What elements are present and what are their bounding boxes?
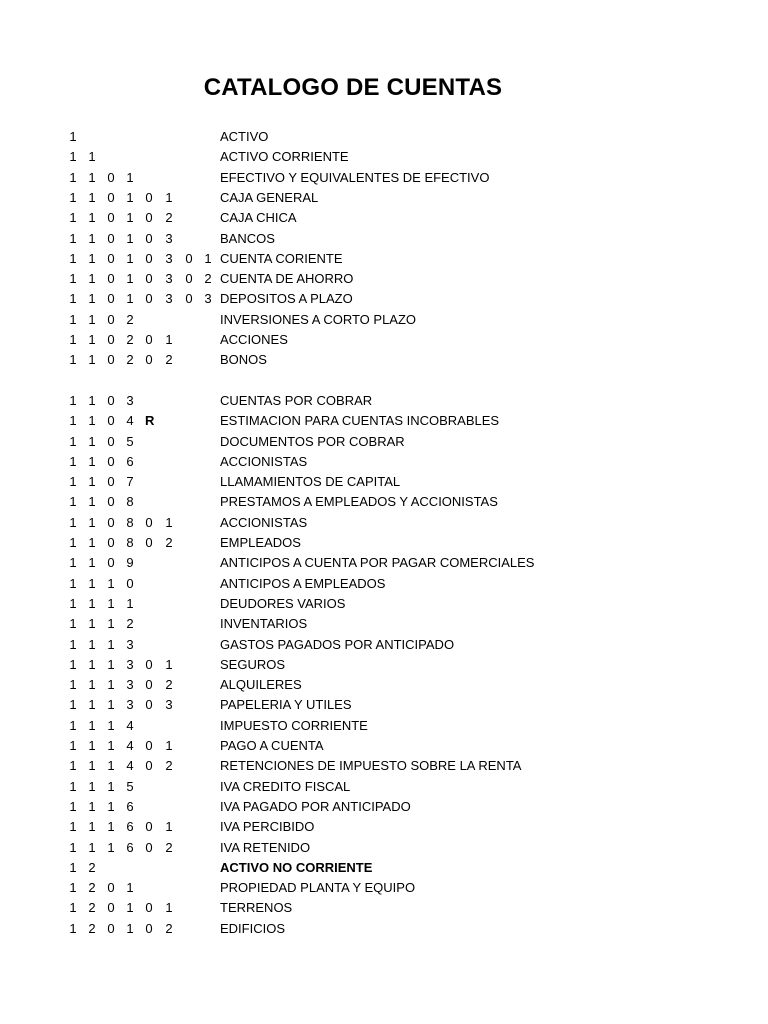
code-digit: 1 [88,514,96,530]
account-row [0,553,768,573]
code-digit: 1 [88,717,96,733]
code-digit: 1 [88,758,96,774]
account-name: BANCOS [220,230,275,246]
code-digit: 1 [126,595,134,611]
code-digit: 0 [145,535,153,550]
account-row [0,919,768,939]
code-digit: 3 [165,697,173,713]
code-digit: 2 [165,758,173,774]
account-row [0,594,768,614]
account-name: CUENTA CORIENTE [220,250,343,266]
code-digit: 1 [126,291,134,307]
code-digit: 1 [69,798,77,814]
code-digit: 1 [88,697,96,713]
code-digit: 1 [69,575,77,591]
code-digit: 1 [88,149,96,165]
code-digit: 0 [145,271,153,287]
code-digit: 1 [165,738,173,753]
account-name: EDIFICIOS [220,920,286,936]
code-digit: 1 [165,189,173,205]
account-row [0,310,768,330]
code-digit: 1 [107,575,115,591]
code-digit: 1 [69,656,77,672]
code-digit: 1 [69,453,77,469]
account-row [0,127,768,147]
account-name: ALQUILERES [220,677,302,693]
code-digit: 1 [88,778,96,794]
account-name: ACCIONISTAS [220,514,308,530]
code-digit: 1 [88,494,96,510]
code-digit: 0 [145,839,153,855]
code-digit: 0 [185,291,193,307]
code-digit: 6 [126,798,134,814]
code-digit: 0 [145,250,153,266]
code-digit: 2 [88,900,96,916]
code-digit: 0 [107,900,115,916]
account-row [0,168,768,188]
account-name: DEUDORES VARIOS [220,595,346,611]
code-digit: 1 [107,738,115,753]
code-digit: 1 [88,616,96,632]
account-name: ACCIONISTAS [220,453,308,469]
account-name: ANTICIPOS A CUENTA POR PAGAR COMERCIALES [220,555,535,571]
code-digit: 1 [69,149,77,165]
code-digit: 0 [145,352,153,368]
code-digit: 2 [88,859,96,875]
account-row [0,513,768,533]
code-digit: 1 [107,616,115,632]
code-digit: 1 [69,555,77,571]
account-row [0,452,768,472]
code-digit: 1 [69,738,77,753]
code-digit: 1 [88,656,96,672]
code-digit: 0 [107,514,115,530]
code-digit: 1 [88,230,96,246]
code-digit: 1 [88,677,96,693]
account-name: PRESTAMOS A EMPLEADOS Y ACCIONISTAS [220,494,498,510]
code-digit: 1 [69,129,77,144]
code-digit: 6 [126,453,134,469]
code-digit: 6 [126,819,134,835]
code-digit: 2 [126,332,134,347]
code-digit: 1 [69,332,77,347]
account-name: PROPIEDAD PLANTA Y EQUIPO [220,880,416,896]
code-digit: 1 [69,717,77,733]
code-digit: 3 [126,656,134,672]
code-digit: 1 [107,656,115,672]
account-row [0,229,768,249]
code-digit: 1 [69,474,77,490]
code-digit: 1 [69,169,77,185]
code-digit: 0 [145,332,153,347]
code-digit: 0 [107,250,115,266]
code-digit: 1 [69,433,77,449]
code-digit: 2 [126,311,134,327]
code-digit: 1 [69,494,77,510]
account-name: EFECTIVO Y EQUIVALENTES DE EFECTIVO [220,169,490,185]
code-digit: 1 [107,717,115,733]
code-digit: 2 [165,839,173,855]
code-digit: 2 [165,535,173,550]
code-digit: 3 [126,677,134,693]
code-digit: 2 [165,677,173,693]
code-digit: 0 [107,189,115,205]
code-digit: 3 [126,636,134,652]
account-name: LLAMAMIENTOS DE CAPITAL [220,474,401,490]
account-row [0,472,768,492]
code-digit: 1 [88,332,96,347]
code-digit: 1 [88,819,96,835]
code-digit: 0 [107,474,115,490]
account-marker: R [145,413,155,429]
code-digit: 1 [69,758,77,774]
account-row [0,858,768,878]
code-digit: 6 [126,839,134,855]
code-digit: 2 [165,210,173,226]
code-digit: 1 [126,189,134,205]
account-row [0,208,768,228]
account-name: IVA PAGADO POR ANTICIPADO [220,798,411,814]
code-digit: 1 [69,210,77,226]
code-digit: 3 [165,230,173,246]
code-digit: 9 [126,555,134,571]
code-digit: 1 [88,453,96,469]
account-row [0,330,768,350]
code-digit: 1 [69,230,77,246]
account-row [0,635,768,655]
code-digit: 4 [126,758,134,774]
code-digit: 1 [88,798,96,814]
code-digit: 1 [69,859,77,875]
account-row [0,817,768,837]
code-digit: 1 [126,271,134,287]
code-digit: 1 [165,819,173,835]
account-row [0,188,768,208]
code-digit: 0 [145,677,153,693]
code-digit: 5 [126,778,134,794]
code-digit: 0 [107,271,115,287]
code-digit: 1 [88,271,96,287]
code-digit: 1 [88,250,96,266]
code-digit: 1 [69,291,77,307]
code-digit: 1 [107,839,115,855]
code-digit: 0 [145,514,153,530]
account-name: RETENCIONES DE IMPUESTO SOBRE LA RENTA [220,758,522,774]
account-row [0,249,768,269]
code-digit: 0 [145,189,153,205]
code-digit: 0 [185,271,193,287]
code-digit: 0 [126,575,134,591]
code-digit: 2 [126,616,134,632]
code-digit: 1 [88,839,96,855]
account-row [0,655,768,675]
account-name: PAPELERIA Y UTILES [220,697,352,713]
code-digit: 0 [145,291,153,307]
code-digit: 1 [126,250,134,266]
account-row [0,898,768,918]
account-name: EMPLEADOS [220,535,301,550]
code-digit: 1 [69,616,77,632]
code-digit: 1 [107,778,115,794]
code-digit: 1 [69,778,77,794]
code-digit: 1 [107,798,115,814]
code-digit: 1 [126,880,134,896]
code-digit: 0 [107,413,115,429]
code-digit: 0 [107,920,115,936]
account-name: IVA RETENIDO [220,839,311,855]
account-row [0,432,768,452]
code-digit: 0 [145,738,153,753]
account-name: INVENTARIOS [220,616,308,632]
code-digit: 3 [165,271,173,287]
account-name: ACTIVO CORRIENTE [220,149,349,165]
code-digit: 3 [165,250,173,266]
code-digit: 1 [88,433,96,449]
code-digit: 0 [145,656,153,672]
code-digit: 0 [107,169,115,185]
code-digit: 1 [107,636,115,652]
code-digit: 1 [69,636,77,652]
code-digit: 2 [88,880,96,896]
code-digit: 1 [88,636,96,652]
code-digit: 1 [165,514,173,530]
code-digit: 0 [107,494,115,510]
code-digit: 0 [107,880,115,896]
account-row [0,269,768,289]
code-digit: 1 [107,819,115,835]
code-digit: 1 [107,595,115,611]
code-digit: 1 [88,474,96,490]
code-digit: 0 [145,210,153,226]
account-row [0,797,768,817]
code-digit: 0 [107,291,115,307]
code-digit: 0 [107,210,115,226]
code-digit: 0 [107,230,115,246]
account-row [0,777,768,797]
code-digit: 0 [185,250,193,266]
account-name: BONOS [220,352,267,368]
code-digit: 1 [88,555,96,571]
code-digit: 0 [145,819,153,835]
code-digit: 1 [69,900,77,916]
account-name: INVERSIONES A CORTO PLAZO [220,311,417,327]
code-digit: 1 [69,271,77,287]
code-digit: 1 [69,189,77,205]
code-digit: 1 [88,189,96,205]
code-digit: 1 [88,595,96,611]
account-name: ACTIVO [220,129,269,144]
account-name: ANTICIPOS A EMPLEADOS [220,575,386,591]
account-name: PAGO A CUENTA [220,738,324,753]
code-digit: 1 [88,413,96,429]
code-digit: 1 [69,819,77,835]
code-digit: 3 [126,697,134,713]
code-digit: 1 [88,169,96,185]
code-digit: 1 [88,535,96,550]
account-row [0,147,768,167]
account-name: DEPOSITOS A PLAZO [220,291,353,307]
account-row [0,838,768,858]
code-digit: 2 [204,271,212,287]
account-name: CUENTA DE AHORRO [220,271,354,287]
code-digit: 1 [126,230,134,246]
account-name: DOCUMENTOS POR COBRAR [220,433,405,449]
code-digit: 1 [69,839,77,855]
code-digit: 5 [126,433,134,449]
account-name: IVA CREDITO FISCAL [220,778,351,794]
account-name: TERRENOS [220,900,293,916]
code-digit: 0 [145,920,153,936]
code-digit: 1 [69,352,77,368]
code-digit: 8 [126,535,134,550]
code-digit: 0 [107,392,115,408]
code-digit: 1 [107,697,115,713]
code-digit: 1 [107,758,115,774]
code-digit: 7 [126,474,134,490]
code-digit: 0 [145,697,153,713]
code-digit: 3 [126,392,134,408]
code-digit: 1 [165,656,173,672]
account-row [0,716,768,736]
code-digit: 0 [107,352,115,368]
code-digit: 1 [107,677,115,693]
code-digit: 4 [126,413,134,429]
account-row [0,289,768,309]
account-row [0,695,768,715]
code-digit: 0 [145,230,153,246]
account-row [0,574,768,594]
code-digit: 1 [165,900,173,916]
code-digit: 1 [88,210,96,226]
code-digit: 8 [126,514,134,530]
account-row [0,736,768,756]
account-row [0,492,768,512]
account-row [0,350,768,370]
code-digit: 1 [126,210,134,226]
code-digit: 3 [204,291,212,307]
code-digit: 1 [69,311,77,327]
code-digit: 1 [69,250,77,266]
account-name: ESTIMACION PARA CUENTAS INCOBRABLES [220,413,500,429]
code-digit: 0 [145,900,153,916]
account-name: CAJA CHICA [220,210,297,226]
code-digit: 1 [126,900,134,916]
code-digit: 4 [126,738,134,753]
account-name: ACTIVO NO CORRIENTE [220,859,373,875]
code-digit: 1 [126,920,134,936]
code-digit: 1 [88,575,96,591]
account-row [0,878,768,898]
account-name: CAJA GENERAL [220,189,319,205]
account-name: CUENTAS POR COBRAR [220,392,373,408]
account-name: SEGUROS [220,656,286,672]
code-digit: 1 [88,352,96,368]
page-title: CATALOGO DE CUENTAS [203,74,503,101]
code-digit: 1 [69,413,77,429]
account-row [0,675,768,695]
code-digit: 1 [69,392,77,408]
code-digit: 1 [69,880,77,896]
account-name: ACCIONES [220,332,288,347]
code-digit: 1 [69,595,77,611]
code-digit: 1 [69,514,77,530]
code-digit: 4 [126,717,134,733]
code-digit: 1 [69,920,77,936]
code-digit: 1 [126,169,134,185]
code-digit: 1 [204,250,212,266]
account-row [0,756,768,776]
code-digit: 0 [107,535,115,550]
account-name: GASTOS PAGADOS POR ANTICIPADO [220,636,455,652]
code-digit: 1 [88,738,96,753]
code-digit: 1 [69,697,77,713]
code-digit: 2 [165,920,173,936]
code-digit: 8 [126,494,134,510]
code-digit: 2 [165,352,173,368]
account-name: IMPUESTO CORRIENTE [220,717,368,733]
code-digit: 1 [69,535,77,550]
account-name: IVA PERCIBIDO [220,819,315,835]
code-digit: 1 [88,392,96,408]
code-digit: 0 [107,433,115,449]
code-digit: 2 [88,920,96,936]
code-digit: 0 [145,758,153,774]
code-digit: 1 [69,677,77,693]
code-digit: 0 [107,453,115,469]
account-row [0,614,768,634]
code-digit: 0 [107,311,115,327]
code-digit: 1 [165,332,173,347]
account-row [0,533,768,553]
code-digit: 2 [126,352,134,368]
code-digit: 3 [165,291,173,307]
account-row [0,391,768,411]
account-row [0,411,768,431]
code-digit: 1 [88,311,96,327]
code-digit: 0 [107,555,115,571]
code-digit: 1 [88,291,96,307]
code-digit: 0 [107,332,115,347]
